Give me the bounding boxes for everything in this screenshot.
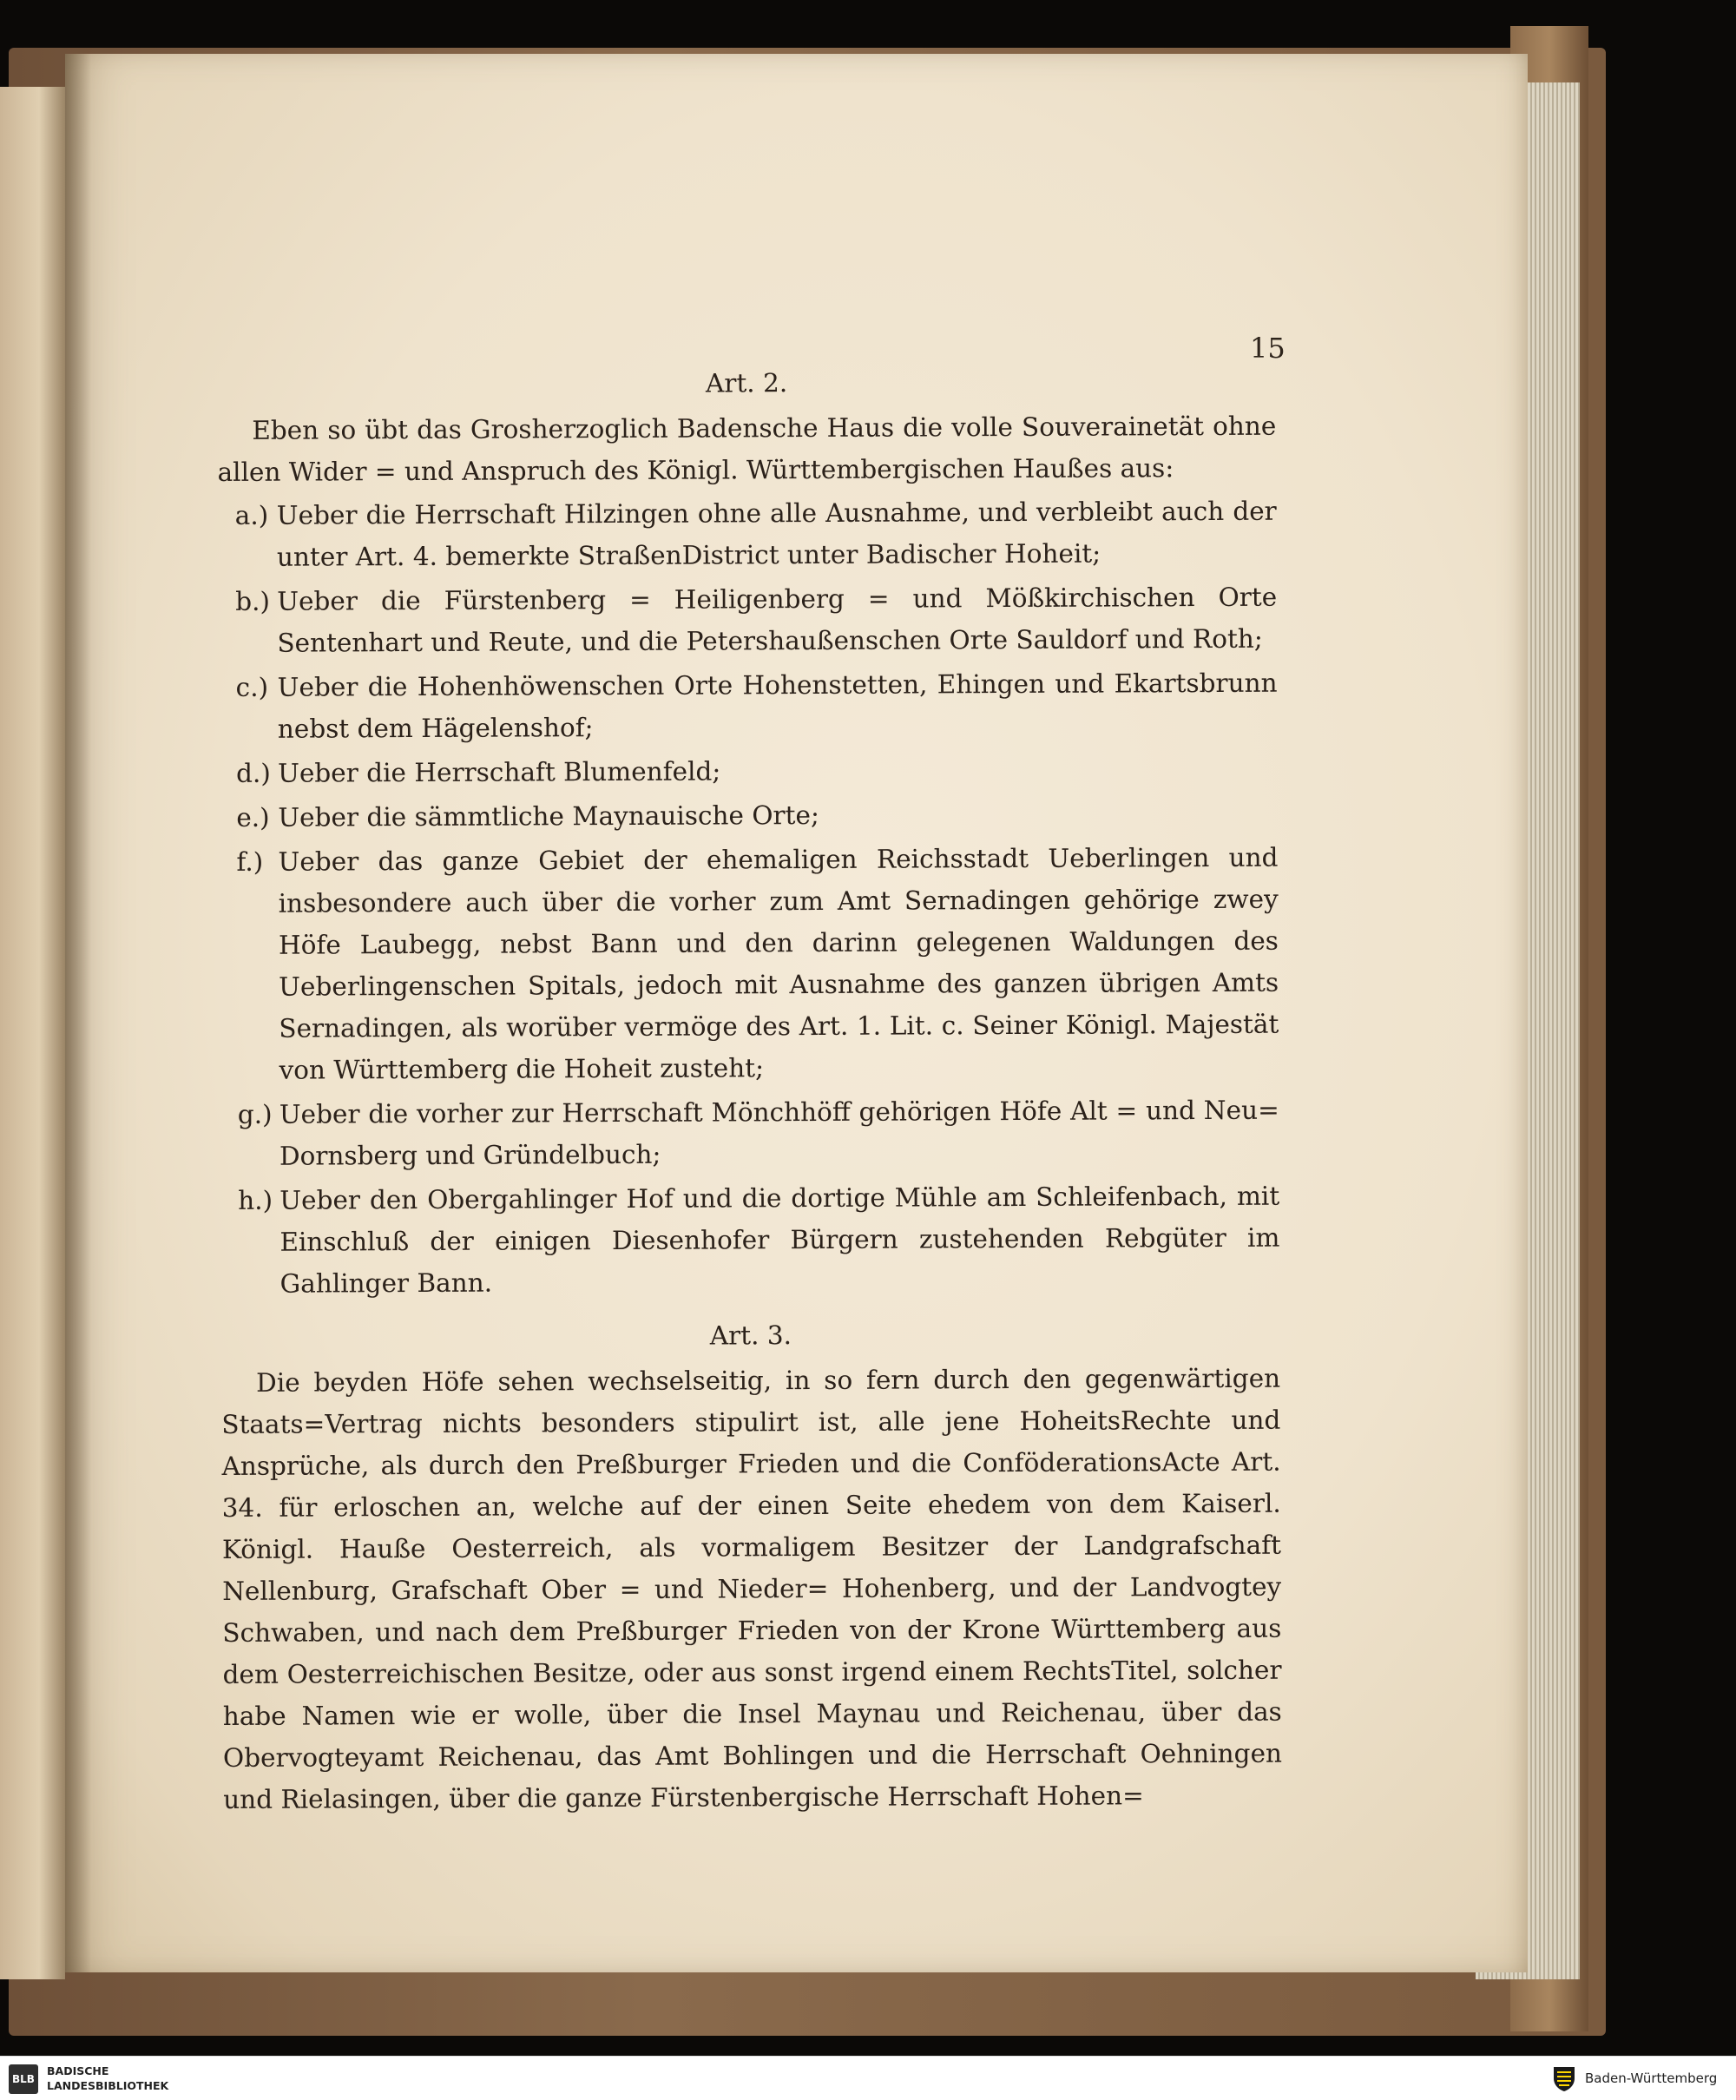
article-2-intro: Eben so übt das Grosherzoglich Badensche Haus die volle Souverainetät ohne allen Wider = und Anspruch des Königl. Württembergischen Haußes aus: [217, 411, 1277, 487]
list-item [219, 748, 1278, 794]
list-item-label: d.) [235, 758, 271, 788]
article-3-heading: Art. 3. [709, 1320, 792, 1351]
baden-wuerttemberg-label[interactable]: Baden-Württemberg [1585, 2070, 1718, 2086]
blb-name-line-1: BADISCHE [47, 2064, 109, 2077]
blb-name [47, 2064, 168, 2093]
list-item-text: Ueber die Hohenhöwenschen Orte Hohenstetten, Ehingen und Ekartsbrunn nebst dem Hägelenshof; [277, 668, 1278, 744]
list-item-label: e.) [236, 802, 270, 833]
article-3-text: Die beyden Höfe sehen wechselseitig, in so fern durch den gegenwärtigen Staats=Vertrag nichts besonders stipulirt ist, alle jene HoheitsRechte und Ansprüche, als durch den Preßburger Frieden und die ConföderationsActe Art. 34. für erloschen an, welche auf der einen Seite ehedem von dem Kaiserl. Königl. Hauße Oesterreich, als vormaligem Besitzer der Landgrafschaft Nellenburg, Grafschaft Ober = und Nieder= Hohenberg, und der Landvogtey Schwaben, und nach dem Preßburger Frieden von der Krone Württemberg aus dem Oesterreichischen Besitze, oder aus sonst irgend einem RechtsTitel, solcher habe Namen wie er wolle, über die Insel Maynau und Reichenau, über das Obervogteyamt Reichenau, das Amt Bohlingen und die Herrschaft Oehningen und Rielasingen, über die ganze Fürstenbergische Herrschaft Hohen= [221, 1363, 1283, 1814]
list-item-text: Ueber die sämmtliche Maynauische Orte; [278, 800, 819, 833]
list-item-text: Ueber die Herrschaft Hilzingen ohne alle Ausnahme, und verbleibt auch der unter Art. 4. bemerkte StraßenDistrict unter Badischer Hoheit; [276, 496, 1277, 572]
list-item [220, 1175, 1280, 1305]
page-text [217, 360, 1282, 1820]
list-item [219, 662, 1278, 750]
list-item-text: Ueber den Obergahlinger Hof und die dortige Mühle am Schleifenbach, mit Einschluß der einigen Diesenhofer Bürgern zustehenden Rebgüter im Gahlinger Bann. [279, 1181, 1280, 1299]
list-item-label: g.) [237, 1099, 273, 1129]
list-item-label: a.) [234, 500, 269, 530]
list-item-text: Ueber die Herrschaft Blumenfeld; [277, 756, 721, 788]
footer-bar [0, 2056, 1736, 2100]
list-item-text: Ueber die vorher zur Herrschaft Mönchhöff gehörigen Höfe Alt = und Neu= Dornsberg und Gründelbuch; [279, 1095, 1279, 1171]
page-gutter [65, 54, 91, 1972]
list-item-text: Ueber das ganze Gebiet der ehemaligen Reichsstadt Ueberlingen und insbesondere auch über die vorher zum Amt Sernadingen gehörige zwey Höfe Laubegg, nebst Bann und den darinn gelegenen Waldungen des Ueberlingenschen Spitals, jedoch mit Ausnahme des ganzen übrigen Amts Sernadingen, als worüber vermöge des Art. 1. Lit. c. Seiner Königl. Majestät von Württemberg die Hoheit zusteht; [278, 842, 1279, 1085]
list-item-label: h.) [238, 1185, 273, 1215]
blb-logo[interactable]: BLB [9, 2064, 38, 2094]
list-item [219, 793, 1278, 839]
list-item [218, 490, 1277, 578]
list-item-label: f.) [236, 846, 264, 877]
page-number: 15 [1250, 332, 1286, 365]
article-2-heading: Art. 2. [705, 368, 788, 398]
list-item-label: c.) [235, 672, 269, 702]
left-page-edge [0, 87, 65, 1979]
list-item [220, 1089, 1279, 1177]
blb-name-line-2: LANDESBIBLIOTHEK [47, 2079, 169, 2092]
list-item [219, 837, 1279, 1091]
list-item-text: Ueber die Fürstenberg = Heiligenberg = und Mößkirchischen Orte Sentenhart und Reute, und die Petershaußenschen Orte Sauldorf und Roth; [277, 582, 1278, 658]
baden-wuerttemberg-crest-icon [1550, 2064, 1578, 2092]
list-item [218, 576, 1277, 664]
list-item-label: b.) [235, 586, 271, 616]
